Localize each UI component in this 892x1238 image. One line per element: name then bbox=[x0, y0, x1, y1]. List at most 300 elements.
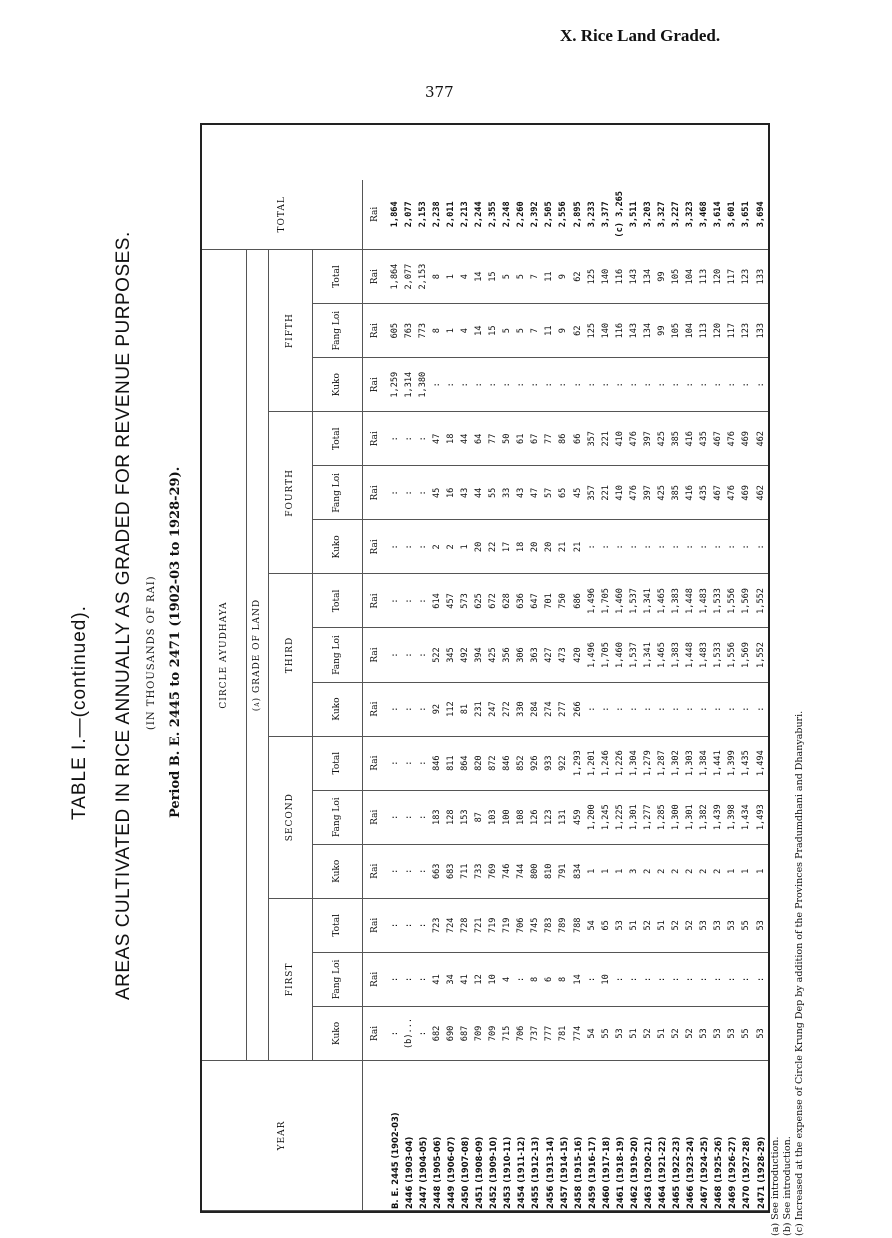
year-cell: B. E. 2445 (1902-03) bbox=[388, 1061, 402, 1211]
value-cell: : bbox=[585, 358, 599, 412]
value-cell: : bbox=[416, 1006, 430, 1060]
grand-total-cell: 2,392 bbox=[529, 180, 543, 250]
value-cell: 12 bbox=[472, 952, 486, 1006]
footnote-c: (c) Increased at the expense of Circle Krung Dep by addition of the Provinces Pradumdhani and Dhanyaburi. bbox=[794, 710, 805, 1236]
value-cell: 357 bbox=[585, 412, 599, 466]
value-cell: 1,341 bbox=[641, 628, 655, 682]
table-row bbox=[515, 126, 529, 1211]
value-cell: 435 bbox=[697, 466, 711, 520]
unit-label: Rai bbox=[362, 412, 388, 466]
unit-label: Rai bbox=[362, 898, 388, 952]
value-cell: 140 bbox=[599, 304, 613, 358]
value-cell: 427 bbox=[543, 628, 557, 682]
value-cell: 34 bbox=[444, 952, 458, 1006]
value-cell: 153 bbox=[458, 790, 472, 844]
table-row bbox=[585, 126, 599, 1211]
value-cell: 125 bbox=[585, 250, 599, 304]
value-cell: : bbox=[655, 520, 669, 574]
value-cell: 55 bbox=[740, 898, 754, 952]
value-cell: 20 bbox=[472, 520, 486, 574]
year-cell: 2455 (1912-13) bbox=[529, 1061, 543, 1211]
value-cell: 1 bbox=[613, 844, 627, 898]
value-cell: 614 bbox=[430, 574, 444, 628]
value-cell: 746 bbox=[501, 844, 515, 898]
first-total: Total bbox=[312, 898, 362, 952]
value-cell: 8 bbox=[529, 952, 543, 1006]
third-fangloi: Fang Loi bbox=[312, 628, 362, 682]
value-cell: 284 bbox=[529, 682, 543, 736]
value-cell: 43 bbox=[515, 466, 529, 520]
value-cell: 113 bbox=[697, 304, 711, 358]
value-cell: 140 bbox=[599, 250, 613, 304]
year-cell: 2466 (1923-24) bbox=[683, 1061, 697, 1211]
value-cell: 2 bbox=[711, 844, 725, 898]
value-cell: 45 bbox=[430, 466, 444, 520]
value-cell: 459 bbox=[571, 790, 585, 844]
fifth-fangloi: Fang Loi bbox=[312, 304, 362, 358]
value-cell: 92 bbox=[430, 682, 444, 736]
value-cell: 1,552 bbox=[754, 574, 768, 628]
value-cell: 1,398 bbox=[726, 790, 740, 844]
value-cell: 1,293 bbox=[571, 736, 585, 790]
table-row bbox=[697, 126, 711, 1211]
value-cell: 61 bbox=[515, 412, 529, 466]
value-cell: 123 bbox=[543, 790, 557, 844]
year-header: YEAR bbox=[202, 1061, 362, 1211]
value-cell: : bbox=[402, 736, 416, 790]
value-cell: 709 bbox=[472, 1006, 486, 1060]
value-cell: 45 bbox=[571, 466, 585, 520]
value-cell: 126 bbox=[529, 790, 543, 844]
first-kuko: Kuko bbox=[312, 1006, 362, 1060]
value-cell: 2 bbox=[697, 844, 711, 898]
value-cell: 44 bbox=[458, 412, 472, 466]
value-cell: 10 bbox=[486, 952, 500, 1006]
value-cell: : bbox=[416, 574, 430, 628]
value-cell: 52 bbox=[683, 1006, 697, 1060]
value-cell: 872 bbox=[486, 736, 500, 790]
value-cell: 420 bbox=[571, 628, 585, 682]
value-cell: 1,496 bbox=[585, 574, 599, 628]
units-note: (IN THOUSANDS OF RAI) bbox=[146, 575, 157, 730]
value-cell: 2 bbox=[641, 844, 655, 898]
fifth-kuko: Kuko bbox=[312, 358, 362, 412]
value-cell: 682 bbox=[430, 1006, 444, 1060]
value-cell: : bbox=[388, 682, 402, 736]
value-cell: 53 bbox=[726, 898, 740, 952]
value-cell: 1,483 bbox=[697, 628, 711, 682]
value-cell: 44 bbox=[472, 466, 486, 520]
value-cell: 1 bbox=[599, 844, 613, 898]
value-cell: 1,448 bbox=[683, 574, 697, 628]
value-cell: 54 bbox=[585, 1006, 599, 1060]
value-cell: 1,496 bbox=[585, 628, 599, 682]
value-cell: 47 bbox=[430, 412, 444, 466]
value-cell: 2 bbox=[430, 520, 444, 574]
year-cell: 2446 (1903-04) bbox=[402, 1061, 416, 1211]
year-cell: 2470 (1927-28) bbox=[740, 1061, 754, 1211]
footnote-a: (a) See introduction. bbox=[770, 1136, 781, 1236]
value-cell: : bbox=[697, 358, 711, 412]
value-cell: : bbox=[669, 358, 683, 412]
value-cell: 706 bbox=[515, 1006, 529, 1060]
year-cell: 2449 (1906-07) bbox=[444, 1061, 458, 1211]
value-cell: 1,537 bbox=[627, 574, 641, 628]
value-cell: 773 bbox=[416, 304, 430, 358]
value-cell: : bbox=[754, 520, 768, 574]
value-cell: 1,226 bbox=[613, 736, 627, 790]
value-cell: 22 bbox=[486, 520, 500, 574]
value-cell: : bbox=[627, 520, 641, 574]
value-cell: 1,569 bbox=[740, 628, 754, 682]
value-cell: : bbox=[641, 358, 655, 412]
grand-total-cell: 2,213 bbox=[458, 180, 472, 250]
value-cell: : bbox=[557, 358, 571, 412]
grand-total-cell: 2,011 bbox=[444, 180, 458, 250]
unit-label: Rai bbox=[362, 790, 388, 844]
value-cell: 811 bbox=[444, 736, 458, 790]
value-cell: 701 bbox=[543, 574, 557, 628]
value-cell: 1,277 bbox=[641, 790, 655, 844]
total-header: TOTAL bbox=[202, 180, 362, 250]
second-header: SECOND bbox=[268, 736, 312, 898]
value-cell: : bbox=[430, 358, 444, 412]
value-cell: 133 bbox=[754, 304, 768, 358]
grand-total-cell: 2,153 bbox=[416, 180, 430, 250]
value-cell: 123 bbox=[740, 304, 754, 358]
value-cell: 62 bbox=[571, 304, 585, 358]
value-cell: 476 bbox=[627, 412, 641, 466]
value-cell: 67 bbox=[529, 412, 543, 466]
value-cell: 723 bbox=[430, 898, 444, 952]
value-cell: 53 bbox=[711, 1006, 725, 1060]
value-cell: : bbox=[388, 466, 402, 520]
value-cell: : bbox=[726, 952, 740, 1006]
value-cell: 715 bbox=[501, 1006, 515, 1060]
table-row bbox=[641, 126, 655, 1211]
value-cell: 104 bbox=[683, 250, 697, 304]
value-cell: 52 bbox=[669, 898, 683, 952]
year-cell: 2461 (1918-19) bbox=[613, 1061, 627, 1211]
value-cell: 397 bbox=[641, 412, 655, 466]
value-cell: 1,341 bbox=[641, 574, 655, 628]
value-cell: 789 bbox=[557, 898, 571, 952]
footnote-b: (b) See introduction. bbox=[782, 1136, 793, 1236]
table-row bbox=[472, 126, 486, 1211]
value-cell: 473 bbox=[557, 628, 571, 682]
value-cell: : bbox=[627, 682, 641, 736]
table-row bbox=[444, 126, 458, 1211]
value-cell: 104 bbox=[683, 304, 697, 358]
value-cell: 274 bbox=[543, 682, 557, 736]
value-cell: 105 bbox=[669, 304, 683, 358]
third-total: Total bbox=[312, 574, 362, 628]
value-cell: 1 bbox=[740, 844, 754, 898]
third-kuko: Kuko bbox=[312, 682, 362, 736]
value-cell: 733 bbox=[472, 844, 486, 898]
table-row bbox=[711, 126, 725, 1211]
unit-label: Rai bbox=[362, 628, 388, 682]
value-cell: : bbox=[416, 628, 430, 682]
value-cell: 51 bbox=[655, 898, 669, 952]
value-cell: 20 bbox=[529, 520, 543, 574]
second-total: Total bbox=[312, 736, 362, 790]
value-cell: 1,533 bbox=[711, 574, 725, 628]
value-cell: : bbox=[388, 952, 402, 1006]
value-cell: 77 bbox=[543, 412, 557, 466]
value-cell: : bbox=[402, 682, 416, 736]
grand-total-cell: 3,601 bbox=[726, 180, 740, 250]
value-cell: 143 bbox=[627, 304, 641, 358]
value-cell: 105 bbox=[669, 250, 683, 304]
grand-total-cell: 3,233 bbox=[585, 180, 599, 250]
value-cell: 1,460 bbox=[613, 628, 627, 682]
value-cell: 1,300 bbox=[669, 790, 683, 844]
value-cell: : bbox=[683, 682, 697, 736]
value-cell: : bbox=[402, 574, 416, 628]
grand-total-cell: 2,248 bbox=[501, 180, 515, 250]
value-cell: : bbox=[669, 682, 683, 736]
year-cell: 2456 (1913-14) bbox=[543, 1061, 557, 1211]
value-cell: : bbox=[515, 952, 529, 1006]
value-cell: 605 bbox=[388, 304, 402, 358]
value-cell: 1,246 bbox=[599, 736, 613, 790]
table-row bbox=[529, 126, 543, 1211]
year-cell: 2467 (1924-25) bbox=[697, 1061, 711, 1211]
unit-label: Rai bbox=[362, 1006, 388, 1060]
value-cell: : bbox=[472, 358, 486, 412]
fourth-fangloi: Fang Loi bbox=[312, 466, 362, 520]
value-cell: 54 bbox=[585, 898, 599, 952]
fifth-total: Total bbox=[312, 250, 362, 304]
table-row bbox=[501, 126, 515, 1211]
table-row bbox=[486, 126, 500, 1211]
value-cell: 53 bbox=[754, 898, 768, 952]
value-cell: 457 bbox=[444, 574, 458, 628]
value-cell: 810 bbox=[543, 844, 557, 898]
value-cell: 53 bbox=[726, 1006, 740, 1060]
value-cell: 864 bbox=[458, 736, 472, 790]
value-cell: : bbox=[388, 736, 402, 790]
table-row bbox=[388, 126, 402, 1211]
value-cell: 476 bbox=[726, 412, 740, 466]
value-cell: 1 bbox=[754, 844, 768, 898]
year-cell: 2450 (1907-08) bbox=[458, 1061, 472, 1211]
grand-total-cell: 2,355 bbox=[486, 180, 500, 250]
unit-label: Rai bbox=[362, 466, 388, 520]
value-cell: 922 bbox=[557, 736, 571, 790]
grand-total-cell: 3,377 bbox=[599, 180, 613, 250]
value-cell: : bbox=[416, 520, 430, 574]
table-row bbox=[669, 126, 683, 1211]
value-cell: 14 bbox=[472, 304, 486, 358]
value-cell: 11 bbox=[543, 250, 557, 304]
value-cell: 476 bbox=[726, 466, 740, 520]
value-cell: : bbox=[585, 952, 599, 1006]
fifth-header: FIFTH bbox=[268, 250, 312, 412]
value-cell: 66 bbox=[571, 412, 585, 466]
table-row bbox=[543, 126, 557, 1211]
value-cell: 77 bbox=[486, 412, 500, 466]
value-cell: 788 bbox=[571, 898, 585, 952]
value-cell: 1,494 bbox=[754, 736, 768, 790]
value-cell: : bbox=[458, 358, 472, 412]
value-cell: 687 bbox=[458, 1006, 472, 1060]
value-cell: 87 bbox=[472, 790, 486, 844]
value-cell: 272 bbox=[501, 682, 515, 736]
fourth-kuko: Kuko bbox=[312, 520, 362, 574]
unit-label: Rai bbox=[362, 180, 388, 250]
value-cell: 11 bbox=[543, 304, 557, 358]
value-cell: 410 bbox=[613, 466, 627, 520]
value-cell: : bbox=[388, 1006, 402, 1060]
value-cell: : bbox=[655, 358, 669, 412]
third-header: THIRD bbox=[268, 574, 312, 736]
value-cell: 112 bbox=[444, 682, 458, 736]
value-cell: : bbox=[655, 952, 669, 1006]
value-cell: 33 bbox=[501, 466, 515, 520]
value-cell: : bbox=[613, 358, 627, 412]
value-cell: : bbox=[416, 466, 430, 520]
value-cell: 1,380 bbox=[416, 358, 430, 412]
table-row bbox=[627, 126, 641, 1211]
value-cell: 663 bbox=[430, 844, 444, 898]
second-fangloi: Fang Loi bbox=[312, 790, 362, 844]
value-cell: 133 bbox=[754, 250, 768, 304]
table-row bbox=[416, 126, 430, 1211]
value-cell: 1 bbox=[458, 520, 472, 574]
value-cell: 1,314 bbox=[402, 358, 416, 412]
value-cell: 492 bbox=[458, 628, 472, 682]
table-row bbox=[613, 126, 627, 1211]
footnotes bbox=[770, 710, 806, 1236]
value-cell: 1,552 bbox=[754, 628, 768, 682]
year-cell: 2463 (1920-21) bbox=[641, 1061, 655, 1211]
value-cell: 53 bbox=[754, 1006, 768, 1060]
value-cell: 2 bbox=[669, 844, 683, 898]
value-cell: 1,304 bbox=[627, 736, 641, 790]
value-cell: 4 bbox=[458, 250, 472, 304]
value-cell: 345 bbox=[444, 628, 458, 682]
value-cell: 53 bbox=[613, 898, 627, 952]
value-cell: 1,441 bbox=[711, 736, 725, 790]
value-cell: 711 bbox=[458, 844, 472, 898]
value-cell: : bbox=[711, 520, 725, 574]
value-cell: 15 bbox=[486, 250, 500, 304]
value-cell: : bbox=[599, 520, 613, 574]
page-header: X. Rice Land Graded. bbox=[560, 26, 721, 45]
value-cell: : bbox=[711, 358, 725, 412]
value-cell: 1,285 bbox=[655, 790, 669, 844]
value-cell: : bbox=[726, 358, 740, 412]
value-cell: 573 bbox=[458, 574, 472, 628]
value-cell: 745 bbox=[529, 898, 543, 952]
value-cell: : bbox=[740, 952, 754, 1006]
value-cell: 834 bbox=[571, 844, 585, 898]
table-title: TABLE I.—(continued). bbox=[69, 605, 90, 820]
value-cell: 744 bbox=[515, 844, 529, 898]
value-cell: 51 bbox=[627, 898, 641, 952]
value-cell: 14 bbox=[571, 952, 585, 1006]
value-cell: 476 bbox=[627, 466, 641, 520]
year-cell: 2464 (1921-22) bbox=[655, 1061, 669, 1211]
value-cell: 462 bbox=[754, 412, 768, 466]
value-cell: 8 bbox=[557, 952, 571, 1006]
value-cell: 425 bbox=[486, 628, 500, 682]
value-cell: 6 bbox=[543, 952, 557, 1006]
value-cell: 425 bbox=[655, 412, 669, 466]
value-cell: 462 bbox=[754, 466, 768, 520]
year-cell: 2460 (1917-18) bbox=[599, 1061, 613, 1211]
grand-total-cell: 3,694 bbox=[754, 180, 768, 250]
grand-total-cell: 2,505 bbox=[543, 180, 557, 250]
value-cell: 17 bbox=[501, 520, 515, 574]
value-cell: 1,301 bbox=[683, 790, 697, 844]
value-cell: 706 bbox=[515, 898, 529, 952]
value-cell: : bbox=[655, 682, 669, 736]
value-cell: : bbox=[486, 358, 500, 412]
value-cell: 1 bbox=[444, 250, 458, 304]
value-cell: 64 bbox=[472, 412, 486, 466]
value-cell: 357 bbox=[585, 466, 599, 520]
value-cell: 800 bbox=[529, 844, 543, 898]
value-cell: 926 bbox=[529, 736, 543, 790]
value-cell: 7 bbox=[529, 250, 543, 304]
fourth-total: Total bbox=[312, 412, 362, 466]
value-cell: 467 bbox=[711, 412, 725, 466]
year-cell: 2457 (1914-15) bbox=[557, 1061, 571, 1211]
value-cell: 2,153 bbox=[416, 250, 430, 304]
value-cell: : bbox=[740, 358, 754, 412]
year-cell: 2465 (1922-23) bbox=[669, 1061, 683, 1211]
value-cell: : bbox=[388, 412, 402, 466]
value-cell: 1,201 bbox=[585, 736, 599, 790]
value-cell: 4 bbox=[458, 304, 472, 358]
value-cell: 425 bbox=[655, 466, 669, 520]
value-cell: 1 bbox=[585, 844, 599, 898]
value-cell: 721 bbox=[472, 898, 486, 952]
value-cell: : bbox=[402, 952, 416, 1006]
value-cell: 1,225 bbox=[613, 790, 627, 844]
year-cell: 2458 (1915-16) bbox=[571, 1061, 585, 1211]
value-cell: : bbox=[388, 898, 402, 952]
value-cell: 625 bbox=[472, 574, 486, 628]
value-cell: 4 bbox=[501, 952, 515, 1006]
table-row bbox=[599, 126, 613, 1211]
value-cell: 1,556 bbox=[726, 628, 740, 682]
year-cell: 2462 (1919-20) bbox=[627, 1061, 641, 1211]
value-cell: 65 bbox=[599, 898, 613, 952]
value-cell: 99 bbox=[655, 250, 669, 304]
value-cell: 51 bbox=[655, 1006, 669, 1060]
unit-label: Rai bbox=[362, 952, 388, 1006]
value-cell: : bbox=[543, 358, 557, 412]
value-cell: 709 bbox=[486, 1006, 500, 1060]
value-cell: 410 bbox=[613, 412, 627, 466]
grand-total-cell: 3,651 bbox=[740, 180, 754, 250]
value-cell: : bbox=[754, 952, 768, 1006]
value-cell: : bbox=[641, 682, 655, 736]
value-cell: 719 bbox=[501, 898, 515, 952]
value-cell: 18 bbox=[515, 520, 529, 574]
value-cell: 1,287 bbox=[655, 736, 669, 790]
value-cell: 21 bbox=[571, 520, 585, 574]
value-cell: 933 bbox=[543, 736, 557, 790]
value-cell: 5 bbox=[501, 250, 515, 304]
value-cell: 113 bbox=[697, 250, 711, 304]
value-cell: 306 bbox=[515, 628, 529, 682]
circle-header: CIRCLE AYUDHAYA bbox=[202, 250, 246, 1061]
